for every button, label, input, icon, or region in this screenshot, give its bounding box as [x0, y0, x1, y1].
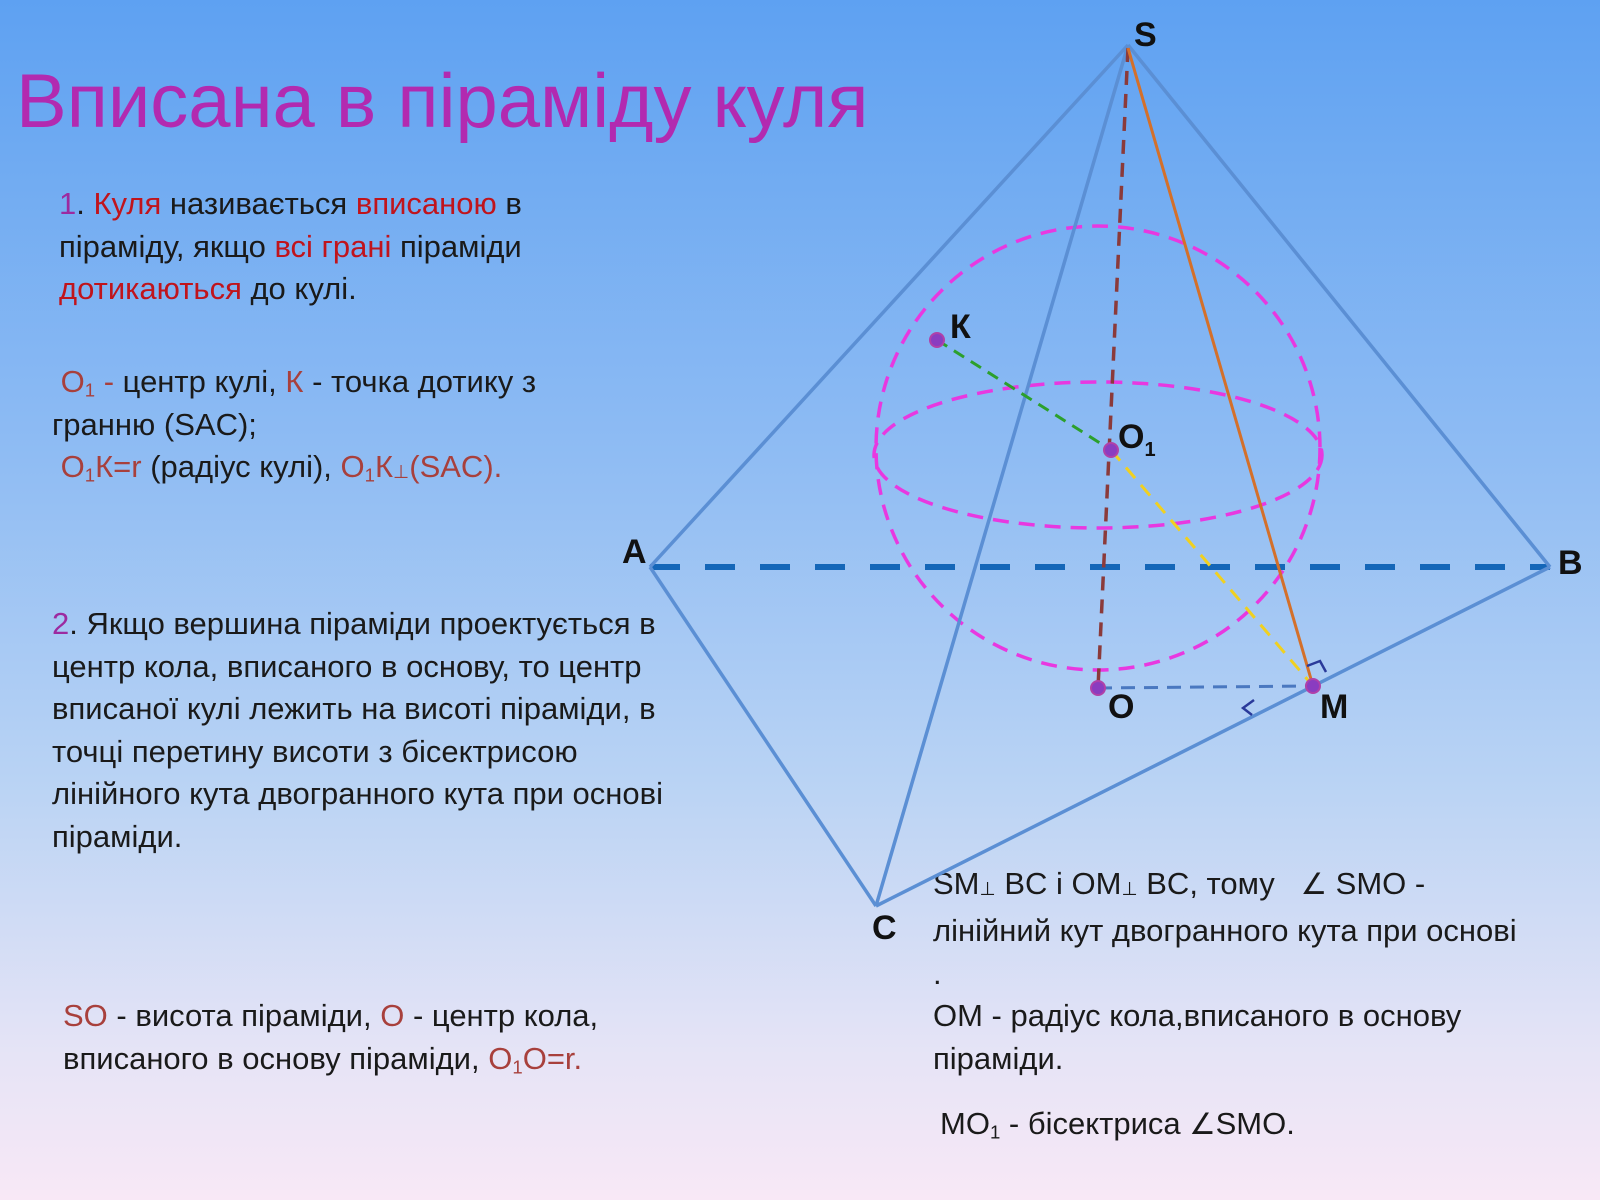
- center-note: $О_1$ - центр кулі, К - точка дотику з гранню (SAC); $О_1К=r$ (радіус кулі), $О_1К\perp(SAC)$.: [52, 364, 537, 486]
- angle-note: SM⊥ BC і OM⊥ BC, тому ∠ SMO - лінійний кут двогранного кута при основі . ОМ - радіус кола,вписаного в основу піраміди.: [933, 866, 1517, 1076]
- bisector-note: $МО_1$ - бісектриса ∠SMO.: [940, 1106, 1295, 1143]
- page-title: Вписана в піраміду куля: [16, 59, 869, 144]
- point-m: [1306, 679, 1320, 693]
- edge-ac: [650, 567, 876, 906]
- definition-text: 1. Куля називається вписаною в піраміду, якщо всі грані піраміди дотикаються до кулі.: [59, 186, 522, 306]
- property-text: 2. Якщо вершина піраміди проектується в центр кола, вписаного в основу, то центр вписаної кулі лежить на висоті піраміди, в точці перетину висоти з бісектрисою лінійного кута двогранного кута при основі піраміди.: [52, 606, 663, 854]
- point-k: [930, 333, 944, 347]
- sphere-outline: [876, 226, 1320, 670]
- term-ball: Куля: [93, 186, 162, 221]
- right-angle-mark-om: [1243, 700, 1254, 715]
- point-o1: [1104, 443, 1118, 457]
- label-s: S: [1134, 16, 1157, 54]
- edge-sa: [650, 45, 1128, 567]
- label-o: O: [1108, 688, 1135, 726]
- point-o: [1091, 681, 1105, 695]
- height-so: [1098, 48, 1128, 688]
- edge-sc: [876, 45, 1128, 906]
- edge-sb: [1128, 45, 1550, 567]
- height-note: SO - висота піраміди, О - центр кола, вписаного в основу піраміди, $О_1О=r$.: [63, 998, 599, 1078]
- label-b: B: [1558, 544, 1583, 582]
- edge-bc: [876, 567, 1550, 906]
- label-k: К: [950, 308, 971, 346]
- term-all-faces: всі грані: [274, 228, 392, 264]
- label-m: M: [1320, 688, 1349, 726]
- property-number: 2: [52, 606, 70, 641]
- label-c: C: [872, 909, 897, 947]
- slant-sm: [1128, 48, 1313, 686]
- label-a: A: [622, 533, 647, 571]
- term-touch: дотикаються: [59, 271, 242, 306]
- label-o1: $O_1$: [1118, 418, 1156, 461]
- sphere-equator: [874, 382, 1322, 528]
- definition-number: 1: [59, 186, 77, 221]
- term-inscribed: вписаною: [355, 186, 497, 221]
